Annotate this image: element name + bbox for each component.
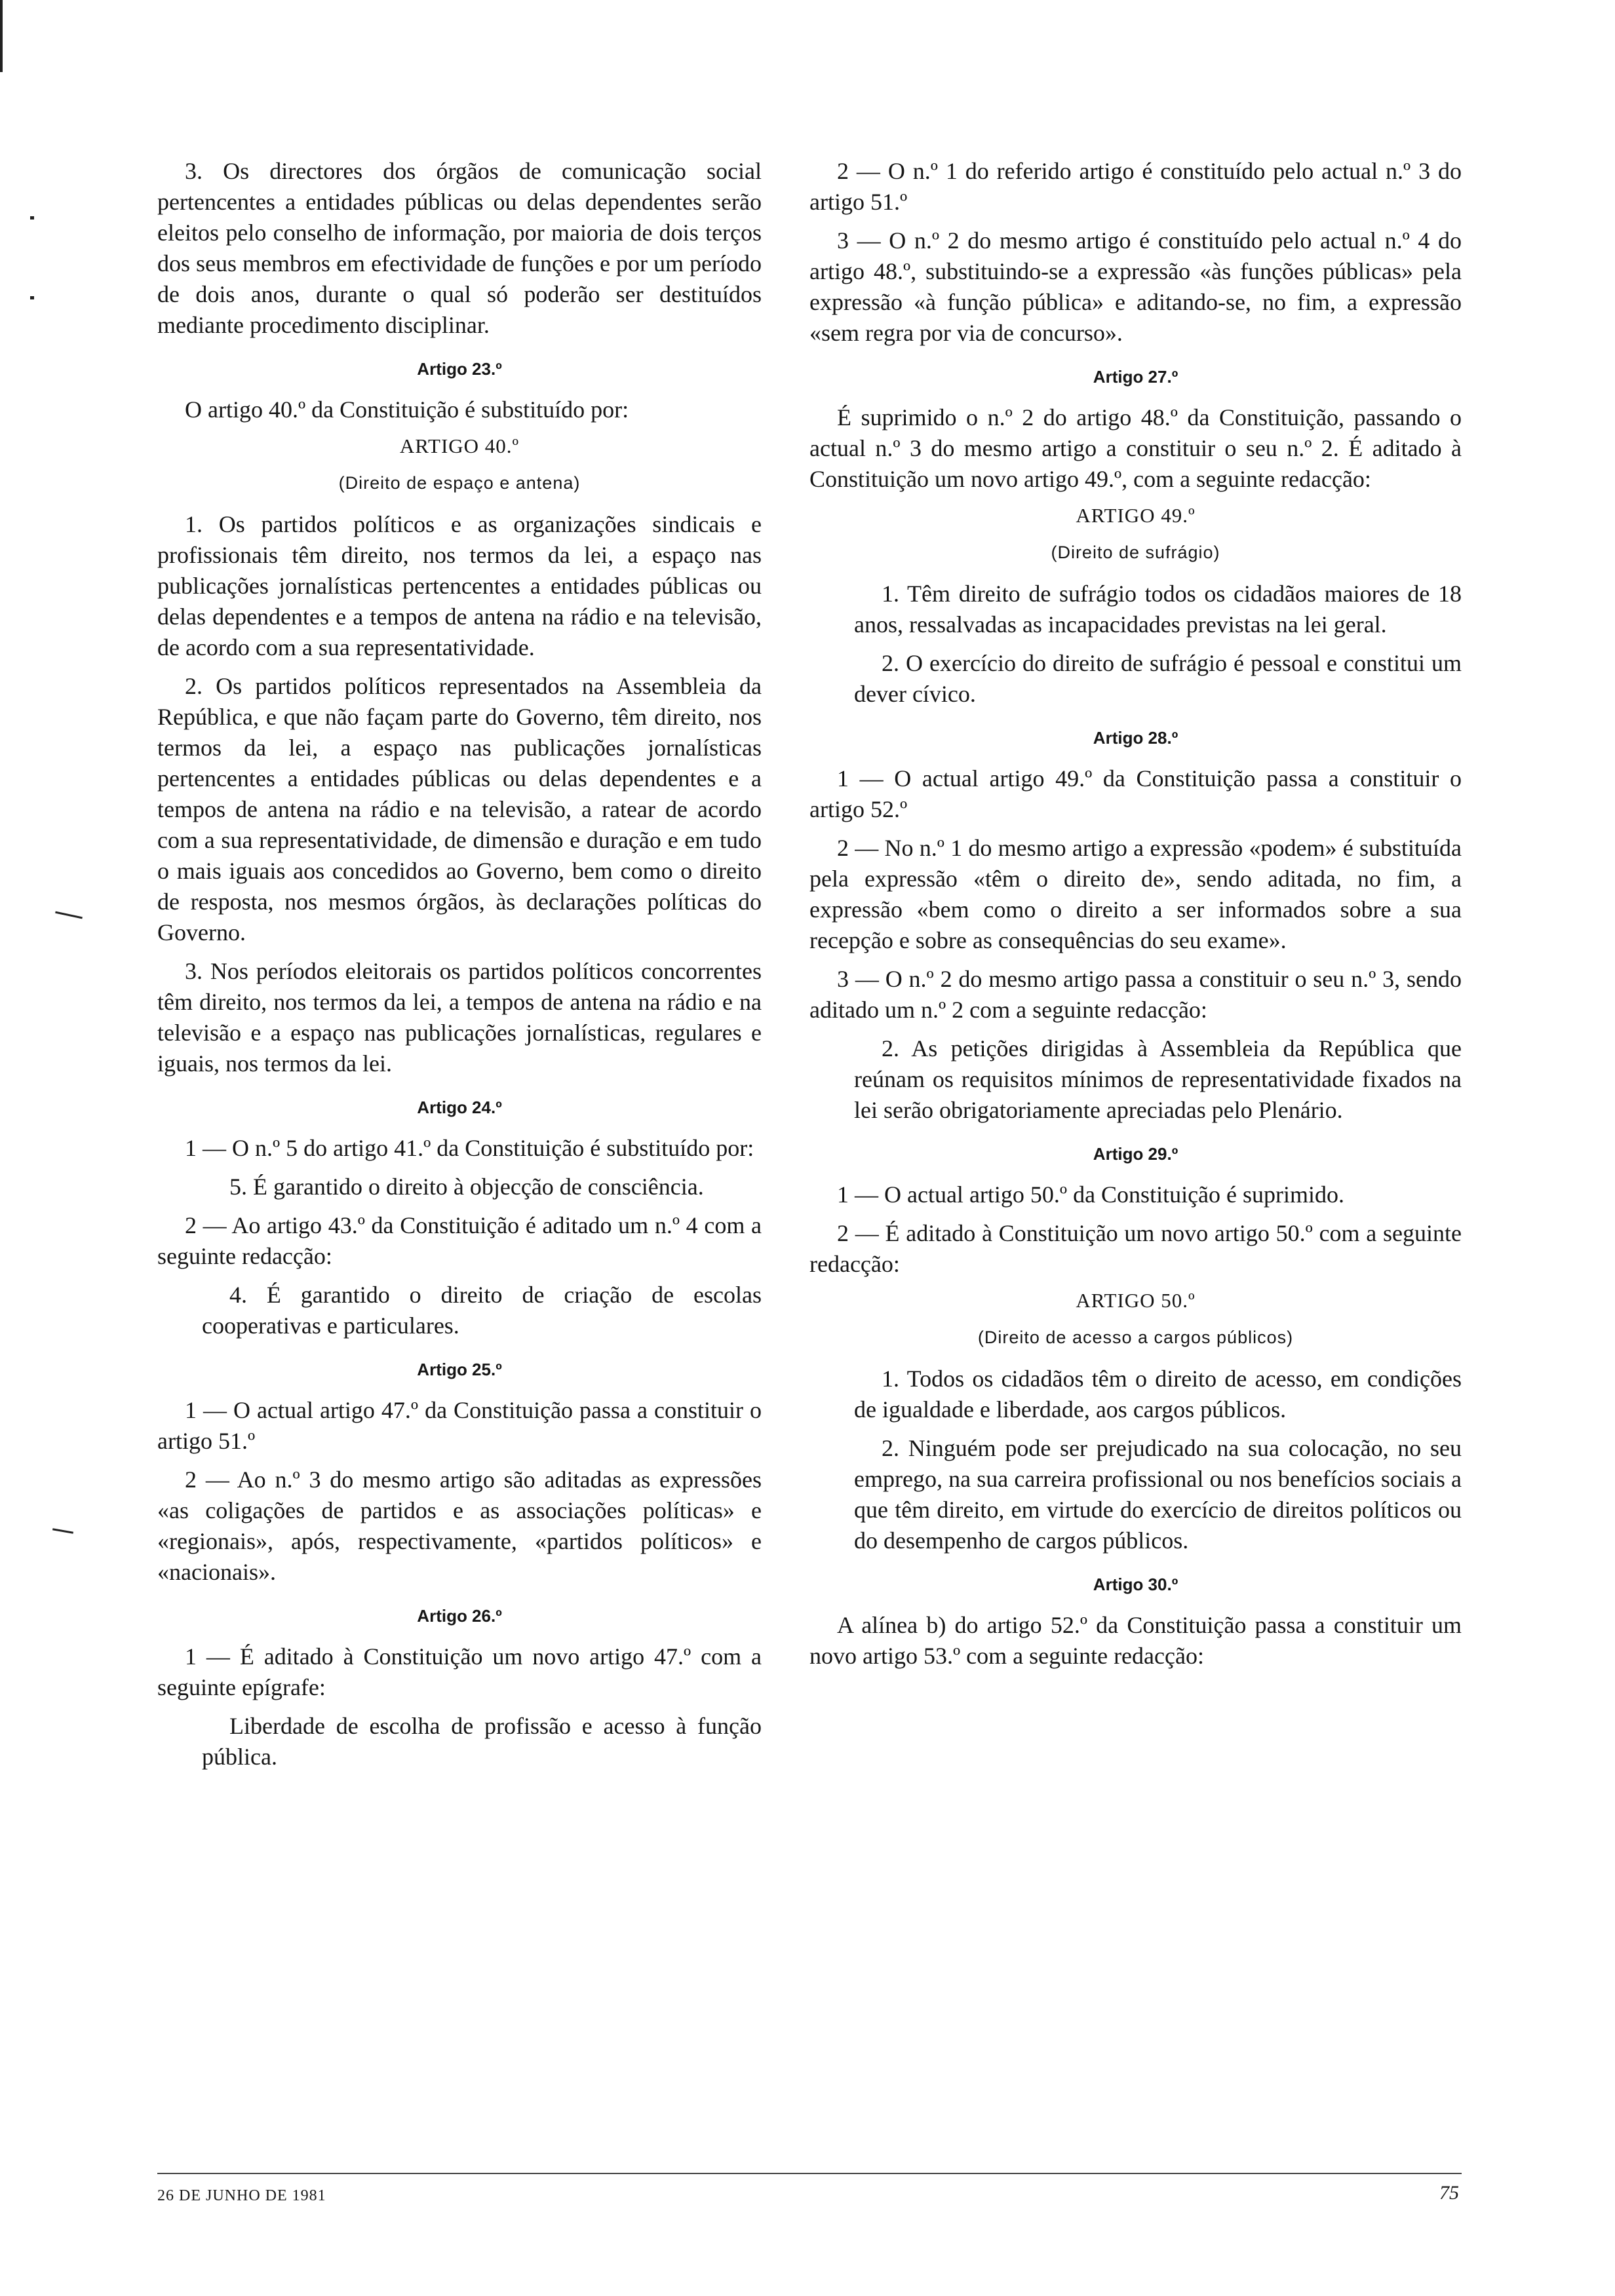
punch-mark <box>55 911 83 919</box>
paragraph: É suprimido o n.º 2 do artigo 48.º da Constituição, passando o actual n.º 3 do mesmo artigo a constituir o seu n.º 2. É aditado à Constituição um novo artigo 49.º, com a seguinte redacção: <box>809 404 1462 492</box>
quoted-paragraph: 2. As petições dirigidas à Assembleia da República que reúnam os requisitos mínimos de representatividade fixados na lei serão obrigatoriamente apreciadas pelo Plenário. <box>854 1035 1462 1123</box>
article-heading: Artigo 29.º <box>1093 1144 1178 1164</box>
right-column <box>809 156 1462 1679</box>
paragraph: A alínea b) do artigo 52.º da Constituição passa a constituir um novo artigo 53.º com a seguinte redacção: <box>809 1612 1462 1669</box>
quoted-paragraph: 2. O exercício do direito de sufrágio é pessoal e constitui um dever cívico. <box>854 650 1462 707</box>
paragraph: 3. Nos períodos eleitorais os partidos políticos concorrentes têm direito, nos termos da lei, a tempos de antena na rádio e na televisão e a espaço nas publicações jornalísticas, regulares e iguais, nos termos da lei. <box>157 958 762 1077</box>
article-heading: Artigo 26.º <box>417 1606 502 1626</box>
paragraph: 1 — O actual artigo 50.º da Constituição é suprimido. <box>837 1181 1345 1208</box>
paragraph: 2 — O n.º 1 do referido artigo é constituído pelo actual n.º 3 do artigo 51.º <box>809 158 1462 215</box>
paragraph: 2 — Ao n.º 3 do mesmo artigo são aditadas as expressões «as coligações de partidos e as associações políticas» e «regionais», após, respectivamente, «partidos políticos» e «nacionais». <box>157 1466 762 1585</box>
paragraph: 1 — O actual artigo 47.º da Constituição passa a constituir o artigo 51.º <box>157 1397 762 1454</box>
paragraph: 2. Os partidos políticos representados na Assembleia da República, e que não façam parte do Governo, têm direito, nos termos da lei, a espaço nas publicações jornalísticas pertencentes a entidades públicas ou delas dependentes e a tempos de antena na rádio e na televisão, a ratear de acordo com a sua representatividade, de dimensão e duração e em tudo o mais iguais aos concedidos ao Governo, bem como o direito de resposta, nos mesmos órgãos, às declarações políticas do Governo. <box>157 673 762 946</box>
page-number: 75 <box>1439 2182 1459 2204</box>
punch-mark <box>52 1528 73 1534</box>
article-heading: Artigo 25.º <box>417 1360 502 1379</box>
article-subtitle: (Direito de acesso a cargos públicos) <box>977 1328 1294 1347</box>
article-subtitle: (Direito de sufrágio) <box>1051 543 1220 562</box>
quoted-paragraph: 2. Ninguém pode ser prejudicado na sua colocação, no seu emprego, na sua carreira profissional ou nos benefícios sociais a que têm direito, em virtude do exercício de direitos políticos ou do desempenho de cargos públicos. <box>854 1435 1462 1554</box>
quoted-paragraph: 5. É garantido o direito à objecção de consciência. <box>229 1174 704 1200</box>
quoted-paragraph: Liberdade de escolha de profissão e acesso à função pública. <box>202 1713 762 1770</box>
paragraph: 1. Os partidos políticos e as organizações sindicais e profissionais têm direito, nos termos da lei, a espaço nas publicações jornalísticas pertencentes a entidades públicas ou delas dependentes e a tempos de antena na rádio e na televisão, de acordo com a sua representatividade. <box>157 511 762 660</box>
article-heading: Artigo 23.º <box>417 359 502 379</box>
quoted-paragraph: 1. Têm direito de sufrágio todos os cidadãos maiores de 18 anos, ressalvadas as incapacidades previstas na lei geral. <box>854 581 1462 638</box>
paragraph: 2 — É aditado à Constituição um novo artigo 50.º com a seguinte redacção: <box>809 1220 1462 1277</box>
paragraph: 2 — Ao artigo 43.º da Constituição é aditado um n.º 4 com a seguinte redacção: <box>157 1212 762 1269</box>
article-heading: Artigo 24.º <box>417 1098 502 1117</box>
article-caps-title: ARTIGO 40.º <box>399 434 520 457</box>
article-heading: Artigo 28.º <box>1093 728 1178 748</box>
quoted-paragraph: 1. Todos os cidadãos têm o direito de acesso, em condições de igualdade e liberdade, aos cargos públicos. <box>854 1366 1462 1423</box>
article-heading: Artigo 30.º <box>1093 1575 1178 1594</box>
paragraph: 3. Os directores dos órgãos de comunicação social pertencentes a entidades públicas ou delas dependentes serão eleitos pelo conselho de informação, por maioria de dois terços dos seus membros em efectividade de funções e por um período de dois anos, durante o qual só poderão ser destituídos mediante procedimento disciplinar. <box>157 158 762 338</box>
article-subtitle: (Direito de espaço e antena) <box>338 473 581 493</box>
article-heading: Artigo 27.º <box>1093 367 1178 387</box>
paragraph: 3 — O n.º 2 do mesmo artigo é constituído pelo actual n.º 4 do artigo 48.º, substituindo-se a expressão «às funções públicas» pela expressão «à função pública» e aditando-se, no fim, a expressão «sem regra por via de concurso». <box>809 227 1462 346</box>
scan-speck <box>30 296 34 299</box>
paragraph: O artigo 40.º da Constituição é substituído por: <box>185 396 629 423</box>
footer-rule <box>157 2173 1462 2174</box>
paragraph: 2 — No n.º 1 do mesmo artigo a expressão «podem» é substituída pela expressão «têm o direito de», sendo aditada, no fim, a expressão «bem como o direito a ser informados sobre a sua recepção e sobre as consequências do seu exame». <box>809 835 1462 953</box>
paragraph: 1 — O n.º 5 do artigo 41.º da Constituição é substituído por: <box>185 1135 754 1161</box>
left-column <box>157 156 762 1780</box>
paragraph: 1 — O actual artigo 49.º da Constituição passa a constituir o artigo 52.º <box>809 765 1462 822</box>
paragraph: 3 — O n.º 2 do mesmo artigo passa a constituir o seu n.º 3, sendo aditado um n.º 2 com a seguinte redacção: <box>809 966 1462 1023</box>
article-caps-title: ARTIGO 50.º <box>1076 1289 1196 1312</box>
quoted-paragraph: 4. É garantido o direito de criação de escolas cooperativas e particulares. <box>202 1282 762 1339</box>
footer-date: 26 DE JUNHO DE 1981 <box>157 2187 326 2204</box>
paragraph: 1 — É aditado à Constituição um novo artigo 47.º com a seguinte epígrafe: <box>157 1643 762 1700</box>
scan-edge-mark <box>0 0 3 72</box>
scan-speck <box>30 216 34 220</box>
article-caps-title: ARTIGO 49.º <box>1076 504 1196 527</box>
